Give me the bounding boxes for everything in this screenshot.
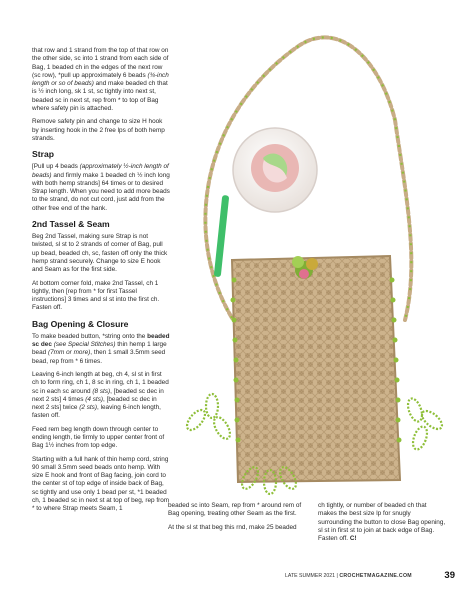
- instruction-paragraph: [Pull up 4 beads (approximately ½-inch length of beads) and firmly make 1 beaded ch ½ inch long with both hemp strands] 64 times or to desired Strap length. When you need to add more beads to the strand, do not cut cord, just add from the other free end of the hank.: [32, 163, 170, 212]
- crocheted-hemp-bag-photo: [168, 0, 474, 500]
- site-label: CROCHETMAGAZINE.COM: [339, 573, 412, 579]
- end-mark: C!: [349, 535, 357, 543]
- bag-body: [232, 256, 400, 482]
- instruction-paragraph: that row and 1 strand from the top of that row on the other side, sc into 1 strand from each side of Bag, 1 beaded ch in the edges of the next row (sc row), *pull up approximately 6 beads (¾-inch length or so of beads) and make beaded ch that is ½ inch long, sk 1 st, sc tightly into next st, beaded sc in next st, rep from * to top of Bag where safety pin is attached.: [32, 47, 169, 113]
- right-tassel: [405, 397, 445, 452]
- section-heading-closure: Bag Opening & Closure: [32, 318, 129, 329]
- instruction-paragraph: Beg 2nd Tassel, making sure Strap is not twisted, sl st to 2 strands of corner of Bag, pull up bead, beaded ch, sc, fasten off only the thick hemp strand securely. Change to size E hook and Seam as for the first side.: [32, 233, 168, 274]
- section-heading-tassel: 2nd Tassel & Seam: [32, 219, 110, 230]
- page-number: 39: [444, 570, 455, 581]
- instruction-paragraph: Feed rem beg length down through center to ending length, tie firmly to upper center front of Bag 1½ inches from top edge.: [32, 425, 165, 450]
- section-heading-strap: Strap: [32, 149, 54, 160]
- instruction-paragraph: At bottom corner fold, make 2nd Tassel, ch 1 tightly, then [rep from * for first Tassel instructions] 3 times and sl st into the first ch. Fasten off.: [32, 279, 160, 312]
- instruction-paragraph: To make beaded button, *string onto the beaded sc dec (see Special Stitches) thin hemp 1 large bead (7mm or more), then 1 small 3.5mm seed bead, rep from * 6 times.: [32, 332, 170, 365]
- left-text-column: [32, 47, 170, 519]
- crochet-hook: [214, 195, 230, 277]
- instruction-paragraph: beaded sc into Seam, rep from * around rem of Bag opening, treating other Seam as the first.: [168, 502, 302, 518]
- issue-label: LATE SUMMER 2021: [285, 573, 336, 579]
- instruction-paragraph: Leaving 6-inch length at beg, ch 4, sl st in first ch to form ring, ch 1, 8 sc in ring, ch 1, 1 beaded sc in each sc around (8 sts), [beaded sc dec in next 2 sts] 4 times (4 sts), [beaded sc dec in next 2 sts] twice (2 sts), leaving 6-inch length, fasten off.: [32, 370, 169, 420]
- left-tassel: [184, 394, 234, 441]
- bottom-text-column-1: [168, 502, 303, 537]
- instruction-paragraph: ch tightly, or number of beaded ch that makes the best size lp for snugly surrounding the button to close Bag opening, sl st in first st to join at back edge of Bag. Fasten off. C!: [318, 502, 446, 543]
- footer-separator: |: [336, 573, 338, 579]
- instruction-paragraph: Remove safety pin and change to size H hook by inserting hook in the 2 free lps of both hemp strands.: [32, 118, 165, 142]
- compact-mirror: [233, 128, 317, 212]
- page-footer: [285, 570, 455, 581]
- bottom-text-column-2: [318, 502, 446, 548]
- instruction-paragraph: Starting with a full hank of thin hemp cord, string 90 small 3.5mm seed beads onto hemp. With size E hook and front of Bag facing, join cord to the center st of top edge of inside back of Bag, sc tightly and use only 1 bead per st, *1 beaded ch, 1 beaded sc in next st at top of beg, rep from * to where Strap meets Seam, 1: [32, 455, 170, 513]
- instruction-paragraph: At the sl st that beg this rnd, make 25 beaded: [168, 523, 297, 531]
